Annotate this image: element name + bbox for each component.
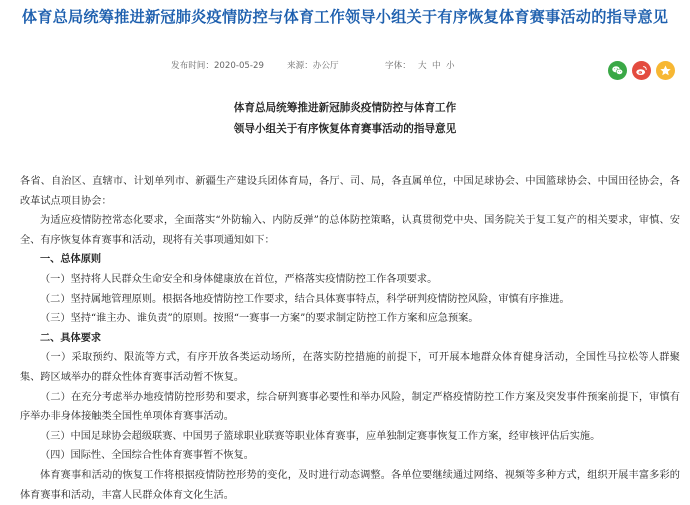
document-title-line-2: 领导小组关于有序恢复体育赛事活动的指导意见 xyxy=(233,123,457,135)
wechat-icon xyxy=(611,64,624,77)
document-title xyxy=(0,98,690,140)
qzone-icon xyxy=(659,64,672,77)
section-1-item-3: （三）坚持“谁主办、谁负责”的原则。按照“一赛事一方案”的要求制定防控工作方案和应急预案。 xyxy=(40,313,479,325)
section-2-item-3: （三）中国足球协会超级联赛、中国男子篮球职业联赛等职业体育赛事，应单独制定赛事恢复工作方案，经审核评估后实施。 xyxy=(40,430,601,442)
intro-paragraph: 为适应疫情防控常态化要求，全面落实“外防输入、内防反弹”的总体防控策略，认真贯彻党中央、国务院关于复工复产的相关要求，审慎、安全、有序恢复体育赛事和活动，现将有关事项通知如下： xyxy=(20,215,680,246)
section-2-item-2: （二）在充分考虑举办地疫情防控形势和要求，综合研判赛事必要性和举办风险，制定严格疫情防控工作方案及突发事件预案前提下，审慎有序举办非身体接触类全国性单项体育赛事活动。 xyxy=(20,391,680,423)
article-meta xyxy=(0,59,690,73)
article-headline: 体育总局统筹推进新冠肺炎疫情防控与体育工作领导小组关于有序恢复体育赛事活动的指导意见 xyxy=(21,8,669,26)
font-size-large-button[interactable]: 大 xyxy=(418,61,427,71)
font-size-small-button[interactable]: 小 xyxy=(446,61,455,71)
publish-date: 发布时间：2020-05-29 xyxy=(171,61,264,71)
closing-paragraph: 体育赛事和活动的恢复工作将根据疫情防控形势的变化，及时进行动态调整。各单位要继续通过网络、视频等多种方式，组织开展丰富多彩的体育赛事和活动，丰富人民群众体育文化生活。 xyxy=(20,469,680,501)
section-1-heading: 一、总体原则 xyxy=(40,253,102,266)
wechat-share-button[interactable] xyxy=(608,61,627,80)
weibo-icon xyxy=(635,64,648,77)
section-1-item-2: （二）坚持属地管理原则。根据各地疫情防控工作要求，结合具体赛事特点，科学研判疫情防控风险，审慎有序推进。 xyxy=(40,293,570,305)
qzone-share-button[interactable] xyxy=(656,61,675,80)
document-title-line-1: 体育总局统筹推进新冠肺炎疫情防控与体育工作 xyxy=(233,102,457,114)
article-body xyxy=(20,172,680,505)
section-2-item-1: （一）采取预约、限流等方式，有序开放各类运动场所，在落实防控措施的前提下，可开展本地群众体育健身活动，全国性马拉松等人群聚集、跨区域举办的群众性体育赛事活动暂不恢复。 xyxy=(20,352,680,383)
section-2-item-4: （四）国际性、全国综合性体育赛事暂不恢复。 xyxy=(40,450,254,462)
addressees-paragraph: 各省、自治区、直辖市、计划单列市、新疆生产建设兵团体育局，各厅、司、局，各直属单位，中国足球协会、中国篮球协会、中国田径协会，各改革试点项目协会： xyxy=(20,176,680,207)
weibo-share-button[interactable] xyxy=(632,61,651,80)
font-size-medium-button[interactable]: 中 xyxy=(432,61,441,71)
section-2-heading: 二、具体要求 xyxy=(40,331,102,344)
font-size-label: 字体： xyxy=(385,61,411,71)
section-1-item-1: （一）坚持将人民群众生命安全和身体健康放在首位，严格落实疫情防控工作各项要求。 xyxy=(40,273,438,285)
article-source: 来源：办公厅 xyxy=(287,61,339,71)
